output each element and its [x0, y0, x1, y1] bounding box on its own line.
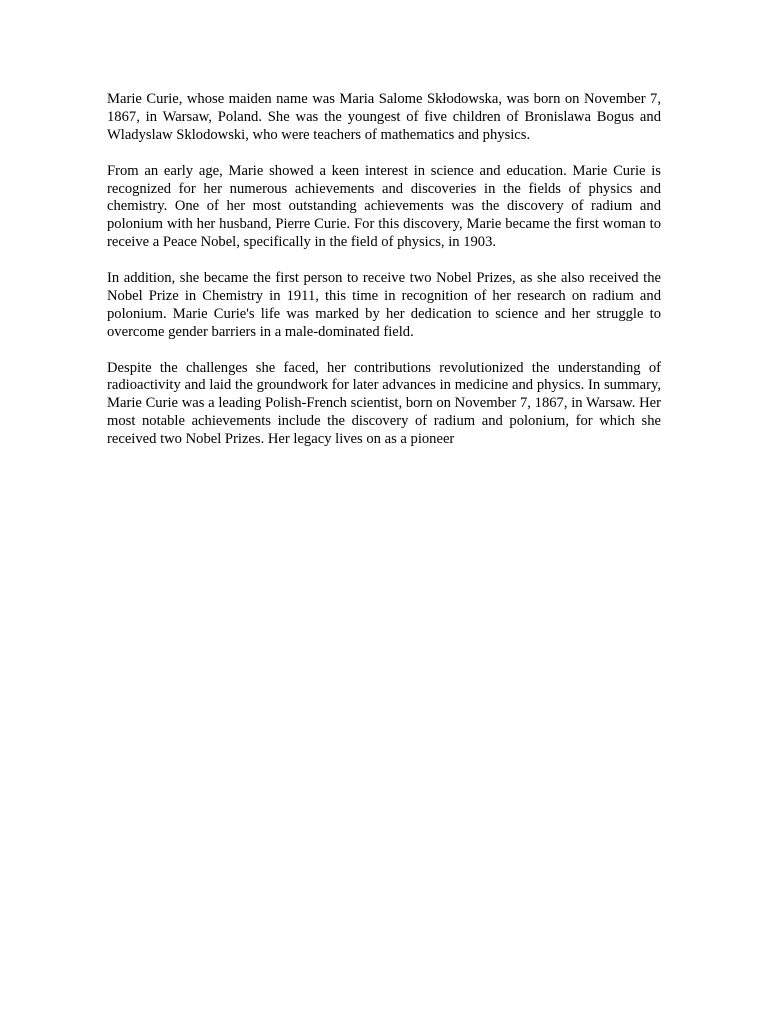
paragraph-early-life: From an early age, Marie showed a keen interest in science and education. Marie Curie is recognized for her numerous achievements and discoveries in the fields of physics and chemistry. One of her most outstanding achievements was the discovery of radium and polonium with her husband, Pierre Curie. For this discovery, Marie became the first woman to receive a Peace Nobel, specifically in the field of physics, in 1903.: [107, 162, 661, 251]
paragraph-nobel-prizes: In addition, she became the first person to receive two Nobel Prizes, as she also received the Nobel Prize in Chemistry in 1911, this time in recognition of her research on radium and polonium. Marie Curie's life was marked by her dedication to science and her struggle to overcome gender barriers in a male-dominated field.: [107, 270, 661, 340]
document-body: [107, 91, 661, 449]
paragraph-birth: Marie Curie, whose maiden name was Maria Salome Skłodowska, was born on November 7, 1867, in Warsaw, Poland. She was the youngest of five children of Bronislawa Bogus and Wladyslaw Sklodowski, who were teachers of mathematics and physics.: [107, 91, 661, 143]
paragraph-legacy: Despite the challenges she faced, her contributions revolutionized the understanding of radioactivity and laid the groundwork for later advances in medicine and physics. In summary, Marie Curie was a leading Polish-French scientist, born on November 7, 1867, in Warsaw. Her most notable achievements include the discovery of radium and polonium, for which she received two Nobel Prizes. Her legacy lives on as a pioneer: [107, 359, 661, 448]
